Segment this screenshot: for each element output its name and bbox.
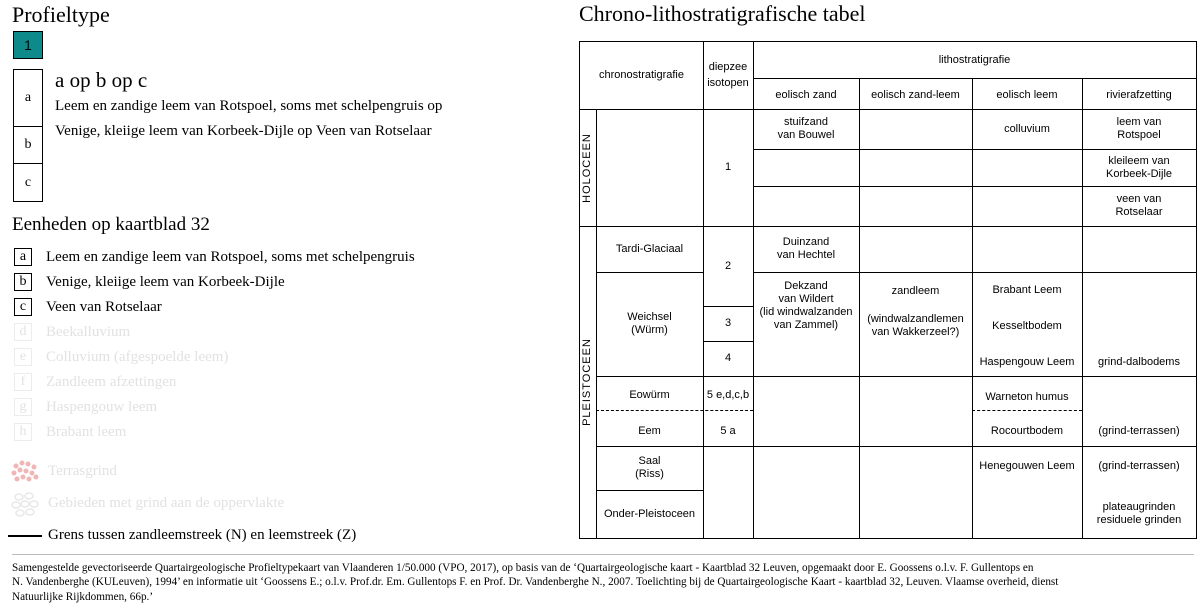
unit-label: Zandleem afzettingen <box>46 373 177 390</box>
eowurm: Eowürm <box>629 388 670 401</box>
weichsel-line2: (Würm) <box>631 324 668 336</box>
kesselt-bodem: Kesselt​bodem <box>992 319 1062 332</box>
header-eolisch-zand-leem: eolisch zand-leem <box>871 89 960 101</box>
grind-terrassen-2: (grind-terrassen) <box>1098 459 1180 472</box>
profile-layer-a: a <box>13 69 43 127</box>
pleistoceen-label: PLEISTOCEEN <box>581 338 593 426</box>
unit-h <box>14 422 126 442</box>
dekzand-line2: van Wildert <box>778 293 834 305</box>
iso-2: 2 <box>724 259 732 272</box>
stuifzand-cell <box>753 109 859 149</box>
header-litho: lithostratigrafie <box>938 53 1011 66</box>
dekzand-line1: Dekzand <box>784 280 828 292</box>
profile-name: a op b op c <box>55 68 148 92</box>
warneton-humus: Warneton humus <box>985 390 1069 403</box>
header-isotope-1: diepzee <box>708 60 748 73</box>
haspengouw-leem: Haspengouw Leem <box>979 355 1075 368</box>
leem-rotspoel-cell <box>1082 109 1196 149</box>
footnote-line2: N. Vandenberghe (KULeuven), 1994’ en informatie uit ‘Goossens E.; o.l.v. Prof.dr. Em. Gullentops F. en Prof. Dr. Vandenberghe N., 2007. Toelichting bij de Quartairgeologische Kaart - kaartblad 32, Leuven. Vlaamse overheid, dienst <box>12 576 1059 589</box>
profile-layer-c: c <box>13 163 43 202</box>
border-line-icon <box>8 535 42 537</box>
plateau-line2: residuele grinden <box>1096 514 1182 526</box>
unit-label: Venige, kleiige leem van Korbeek-Dijle <box>46 273 285 290</box>
iso-3: 3 <box>724 317 732 329</box>
units-title: Eenheden op kaartblad 32 <box>12 214 210 235</box>
kleileem-cell <box>1082 149 1196 186</box>
zandleem-title: zandleem <box>891 284 940 297</box>
gravel-area-label: Gebieden met grind aan de oppervlakte <box>48 495 285 511</box>
henegouwen-leem: Henegouwen Leem <box>979 459 1075 472</box>
dekzand-line4: van Zammel) <box>773 319 839 331</box>
terrasgrind-icon <box>10 458 42 486</box>
kleileem-line1: kleileem van <box>1108 154 1170 167</box>
terrasgrind-label: Terrasgrind <box>48 463 117 479</box>
header-eolisch-zand: eolisch zand <box>775 89 837 101</box>
unit-code: b <box>14 273 32 291</box>
profile-title: Profieltype <box>12 2 110 27</box>
footnote <box>12 561 1192 604</box>
veen-cell <box>1082 186 1196 226</box>
unit-code: f <box>14 373 32 391</box>
unit-code: g <box>14 398 32 416</box>
saal-line2: (Riss) <box>635 468 664 480</box>
unit-label: Colluvium (afgespoelde leem) <box>46 348 229 365</box>
header-chrono: chronostratigrafie <box>599 69 684 81</box>
holoceen-label: HOLOCEEN <box>581 133 593 203</box>
weichsel-cell <box>596 272 703 376</box>
eem: Eem <box>638 424 661 437</box>
table-title: Chrono-lithostratigrafische tabel <box>579 1 866 26</box>
weichsel-line1: Weichsel <box>627 311 672 323</box>
gravel-area-icon <box>10 489 42 519</box>
profile-desc-line2: Venige, kleiige leem van Korbeek-Dijle op Veen van Rotselaar <box>55 123 432 139</box>
duinzand-cell <box>753 226 859 272</box>
saal-cell <box>596 446 703 490</box>
grind-dalbodems: grind-dalbodems <box>1098 355 1180 368</box>
unit-code: h <box>14 423 32 441</box>
border-line-label: Grens tussen zandleemstreek (N) en leemstreek (Z) <box>48 527 357 543</box>
unit-c <box>14 297 162 317</box>
iso-4: 4 <box>724 352 732 364</box>
leem-rotspoel-line2: Rotspoel <box>1117 129 1161 141</box>
saal-line1: Saal <box>638 455 661 467</box>
zandleem-line2: (windwalzandlemen <box>867 313 964 325</box>
veen-line1: veen van <box>1116 193 1162 205</box>
profile-layer-b: b <box>13 126 43 164</box>
unit-e <box>14 347 228 367</box>
unit-label: Leem en zandige leem van Rotspoel, soms met schelpengruis <box>46 248 415 265</box>
grind-terrassen-1: (grind-terrassen) <box>1098 424 1180 437</box>
unit-a <box>14 247 415 267</box>
unit-b <box>14 272 285 292</box>
header-rivierafzetting: rivierafzetting <box>1106 89 1172 101</box>
dekzand-cell <box>753 280 859 340</box>
plateaugrinden-cell <box>1082 490 1196 538</box>
onder-pleistoceen: Onder-Pleistoceen <box>603 507 696 520</box>
plateau-line1: plateaugrinden <box>1102 501 1176 513</box>
iso-5edcb: 5 e,d,c,b <box>706 388 750 401</box>
colluvium-cell: colluvium <box>1004 122 1050 135</box>
unit-g <box>14 397 157 417</box>
header-eolisch-leem: eolisch leem <box>996 89 1058 101</box>
unit-code: e <box>14 348 32 366</box>
tardi-glaciaal: Tardi-Glaciaal <box>615 242 684 255</box>
iso-1: 1 <box>724 161 732 173</box>
unit-label: Veen van Rotselaar <box>46 298 162 315</box>
leem-rotspoel-line1: leem van <box>1116 116 1162 128</box>
rocourt-bodem: Rocourtbodem <box>990 424 1064 437</box>
unit-code: a <box>14 248 32 266</box>
unit-code: c <box>14 298 32 316</box>
unit-f <box>14 372 176 392</box>
header-isotope-2: isotopen <box>707 76 749 89</box>
iso-5a: 5 a <box>720 424 736 437</box>
footnote-line3: Natuurlijke Rijkdommen, 66p.’ <box>12 590 154 603</box>
zandleem-line3: van Wakkerzeel?) <box>871 326 960 338</box>
brabant-leem: Brabant Leem <box>992 283 1062 296</box>
zandleem-sub <box>859 312 972 340</box>
footnote-line1: Samengestelde gevectoriseerde Quartairgeologische Profieltypekaart van Vlaanderen 1/50.000 (VPO, 2017), op basis van de ‘Quartairgeologische kaart - Kaartblad 32 Leuven, opgemaakt door E. Goossens o.l.v. F. Gullentops en <box>12 562 1034 574</box>
unit-code: d <box>14 323 32 341</box>
footnote-divider <box>12 554 1194 555</box>
duinzand-line2: van Hechtel <box>776 249 836 261</box>
profile-code-box: 1 <box>13 31 43 59</box>
unit-label: Beekalluvium <box>46 323 131 340</box>
unit-label: Brabant leem <box>46 423 127 440</box>
duinzand-line1: Duinzand <box>782 236 830 248</box>
stuifzand-line2: van Bouwel <box>777 129 835 141</box>
veen-line2: Rotselaar <box>1115 206 1163 218</box>
unit-label: Haspengouw leem <box>46 398 158 415</box>
unit-d <box>14 322 130 342</box>
stuifzand-line1: stuifzand <box>783 116 829 128</box>
chrono-litho-table <box>579 41 1197 539</box>
profile-desc-line1: Leem en zandige leem van Rotspoel, soms met schelpengruis op <box>55 98 443 114</box>
dekzand-line3: (lid windwalzanden <box>759 306 853 318</box>
kleileem-line2: Korbeek-Dijle <box>1105 167 1173 180</box>
